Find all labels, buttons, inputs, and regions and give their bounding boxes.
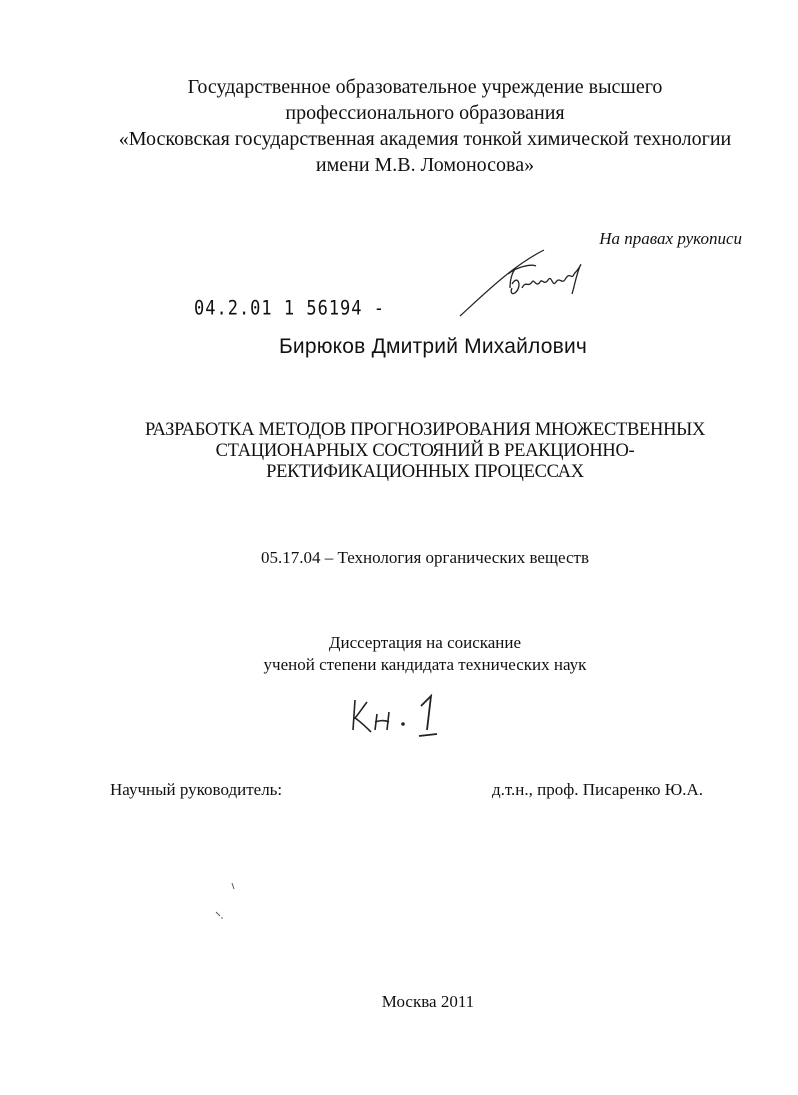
degree-statement xyxy=(0,632,798,676)
city-year xyxy=(0,992,798,1012)
archive-stamp-number: 04.2.01 1 56194 - xyxy=(194,297,385,320)
city-year-text: Москва 2011 xyxy=(381,992,475,1011)
dissertation-title xyxy=(60,420,790,483)
title-line-1: РАЗРАБОТКА МЕТОДОВ ПРОГНОЗИРОВАНИЯ МНОЖЕСТВЕННЫХ xyxy=(144,420,706,440)
author-signature xyxy=(452,244,592,320)
specialty-text: 05.17.04 – Технология органических веществ xyxy=(261,548,589,567)
degree-line-2: ученой степени кандидата технических наук xyxy=(263,655,587,674)
manuscript-rights-note: На правах рукописи xyxy=(599,229,742,248)
degree-line-1: Диссертация на соискание xyxy=(328,633,522,652)
handwritten-book-note xyxy=(345,690,455,740)
institution-line-3: «Московская государственная академия тонкой химической технологии xyxy=(118,128,732,150)
institution-header xyxy=(60,74,790,178)
institution-line-4: имени М.В. Ломоносова» xyxy=(315,154,535,176)
author-name xyxy=(0,335,798,359)
supervisor-label: Научный руководитель: xyxy=(110,780,283,799)
title-line-3: РЕКТИФИКАЦИОННЫХ ПРОЦЕССАХ xyxy=(266,462,584,482)
specialty-code xyxy=(0,548,798,568)
institution-line-2: профессионального образования xyxy=(285,102,565,124)
scan-specks xyxy=(200,880,240,920)
author-name-text: Бирюков Дмитрий Михайлович xyxy=(278,335,588,358)
institution-line-1: Государственное образовательное учреждение высшего xyxy=(187,76,663,98)
supervisor-name: д.т.н., проф. Писаренко Ю.А. xyxy=(492,780,703,799)
title-line-2: СТАЦИОНАРНЫХ СОСТОЯНИЙ В РЕАКЦИОННО- xyxy=(215,441,635,461)
